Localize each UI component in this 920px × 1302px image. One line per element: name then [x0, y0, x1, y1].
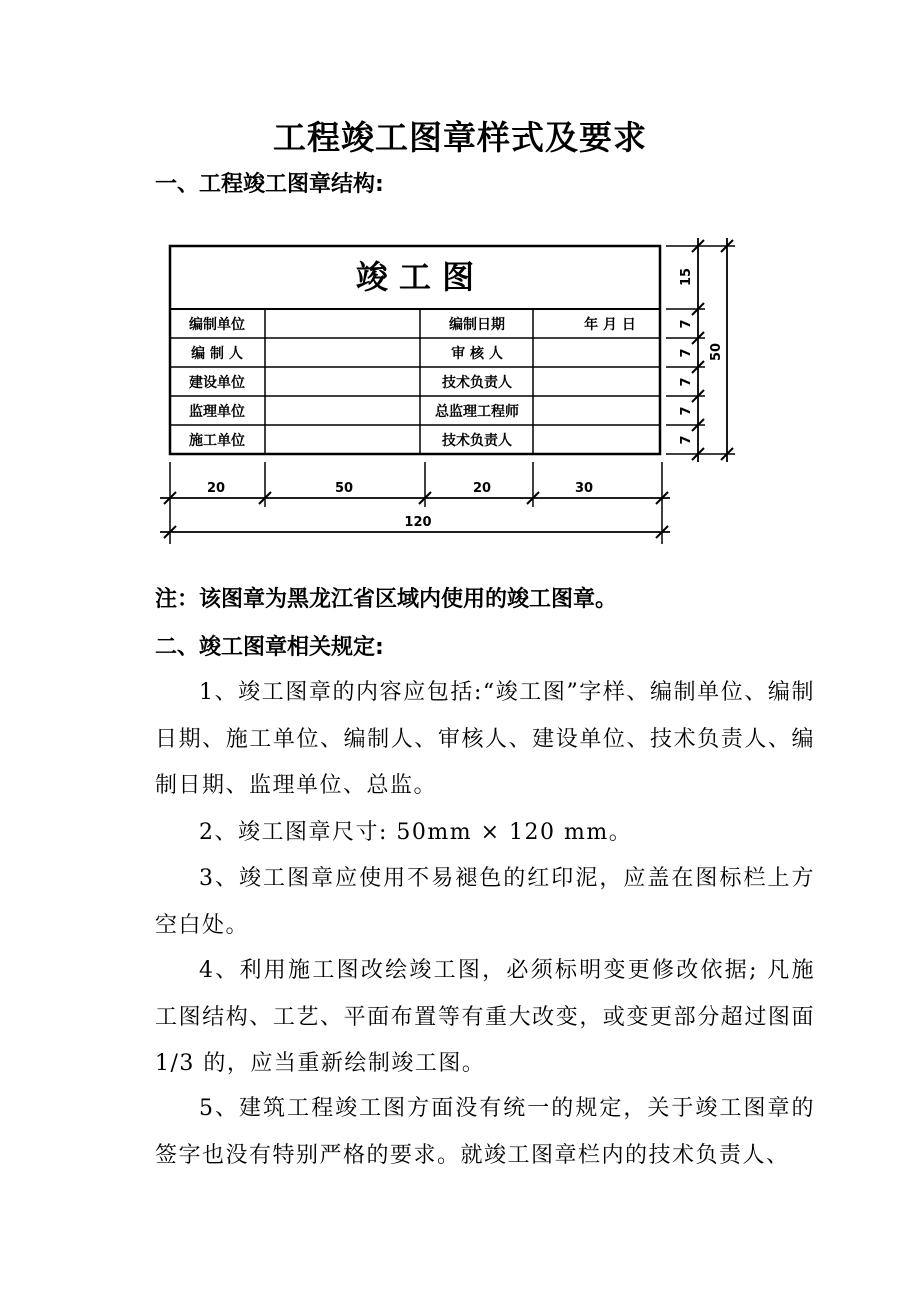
- stamp-label-left: 施工单位: [189, 433, 245, 449]
- stamp-label-left: 建设单位: [189, 375, 245, 391]
- dim-label: 50: [334, 481, 354, 496]
- rule-paragraph: 3、竣工图章应使用不易褪色的红印泥，应盖在图标栏上方空白处。: [155, 866, 815, 938]
- note: 注：该图章为黑龙江省区域内使用的竣工图章。: [155, 587, 618, 612]
- stamp-date-label: 年 月 日: [584, 317, 636, 333]
- stamp-diagram: [0, 232, 920, 552]
- stamp-label-right: 总监理工程师: [435, 404, 519, 420]
- dim-label: 7: [679, 377, 694, 387]
- stamp-label-left: 编 制 人: [191, 346, 243, 362]
- dim-label: 7: [679, 435, 694, 445]
- rule-paragraph: 1、竣工图章的内容应包括:“竣工图”字样、编制单位、编制日期、施工单位、编制人、审核人、建设单位、技术负责人、编制日期、监理单位、总监。: [155, 680, 815, 798]
- rule-paragraph: 4、利用施工图改绘竣工图，必须标明变更修改依据; 凡施工图结构、工艺、平面布置等有重大改变，或变更部分超过图面 1/3 的，应当重新绘制竣工图。: [155, 958, 815, 1076]
- stamp-header: 竣 工 图: [355, 258, 475, 296]
- page-title: 工程竣工图章样式及要求: [273, 118, 647, 157]
- stamp-label-left: 监理单位: [189, 404, 245, 420]
- dim-label: 7: [679, 319, 694, 329]
- rule-paragraph: 2、竣工图章尺寸: 50mm × 120 mm。: [199, 820, 633, 845]
- section-heading-rules: 二、竣工图章相关规定:: [155, 635, 384, 660]
- stamp-label-left: 编制单位: [189, 317, 245, 333]
- dim-total-height: 50: [709, 342, 724, 362]
- stamp-label-right: 技术负责人: [442, 433, 512, 449]
- dim-label: 20: [472, 481, 492, 496]
- section-heading-structure: 一、工程竣工图章结构:: [155, 172, 384, 197]
- dim-label: 20: [206, 481, 226, 496]
- stamp-label-right: 审 核 人: [451, 346, 503, 362]
- dim-total-width: 120: [404, 515, 432, 530]
- dim-label: 15: [679, 267, 694, 287]
- rule-paragraph: 5、建筑工程竣工图方面没有统一的规定，关于竣工图章的签字也没有特别严格的要求。就竣工图章栏内的技术负责人、: [155, 1096, 815, 1168]
- dim-label: 7: [679, 348, 694, 358]
- stamp-label-right: 编制日期: [449, 317, 505, 333]
- dim-label: 30: [574, 481, 594, 496]
- stamp-label-right: 技术负责人: [442, 375, 512, 391]
- dim-label: 7: [679, 406, 694, 416]
